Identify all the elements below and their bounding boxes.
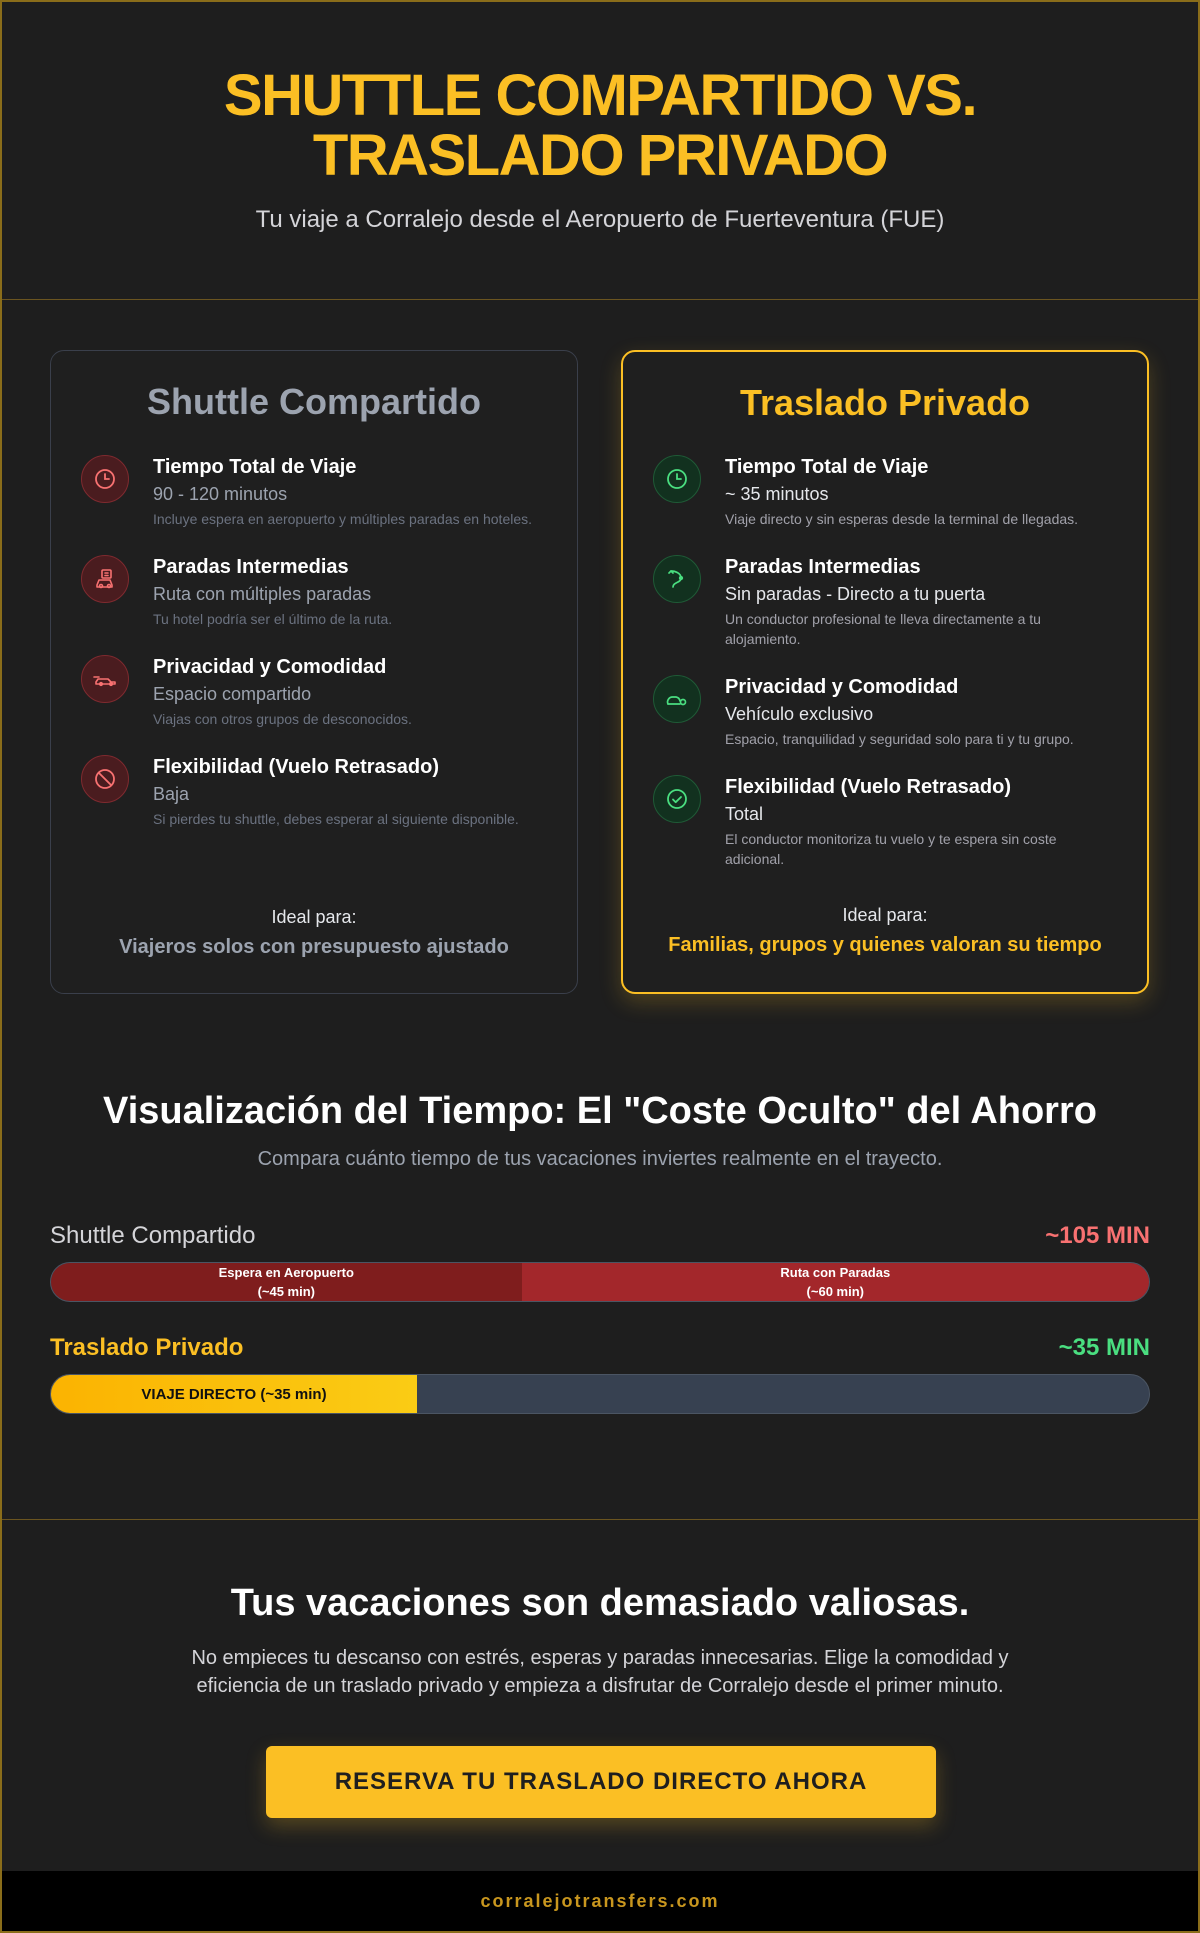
ideal-value: Familias, grupos y quienes valoran su tiempo [668, 934, 1102, 956]
feature-title: Paradas Intermedias [725, 556, 921, 578]
shuttle-feature-time [81, 455, 547, 529]
shuttle-feature-flexibility [81, 755, 547, 829]
segment-label: VIAJE DIRECTO (~35 min) [141, 1385, 327, 1403]
ideal-value: Viajeros solos con presupuesto ajustado [119, 936, 509, 958]
shuttle-card-title: Shuttle Compartido [147, 381, 481, 422]
feature-value: Espacio compartido [153, 684, 312, 704]
private-feature-flexibility [653, 775, 1117, 869]
feature-value: Total [725, 804, 764, 824]
feature-title: Tiempo Total de Viaje [725, 456, 929, 478]
page-title-line-1: SHUTTLE COMPARTIDO VS. [223, 63, 977, 128]
private-ideal-for [623, 905, 1147, 957]
shuttle-feature-stops [81, 555, 547, 629]
page-title-line-2: TRASLADO PRIVADO [312, 123, 888, 188]
segment-direct-trip [51, 1375, 417, 1413]
shuttle-card [50, 350, 578, 994]
page-title [2, 63, 1198, 188]
direct-route-icon [653, 555, 701, 603]
feature-title: Paradas Intermedias [153, 556, 349, 578]
feature-value: Vehículo exclusivo [725, 704, 874, 724]
feature-title: Flexibilidad (Vuelo Retrasado) [725, 776, 1011, 798]
time-viz-subtitle: Compara cuánto tiempo de tus vacaciones inviertes realmente en el trayecto. [257, 1148, 943, 1170]
private-time-total: ~35 MIN [1058, 1334, 1150, 1361]
ideal-label: Ideal para: [842, 905, 928, 925]
shuttle-time-row [50, 1222, 1150, 1302]
private-time-label: Traslado Privado [50, 1334, 244, 1361]
feature-title: Tiempo Total de Viaje [153, 456, 357, 478]
cta-title: Tus vacaciones son demasiado valiosas. [230, 1582, 970, 1624]
private-card [621, 350, 1149, 994]
feature-description: Viajas con otros grupos de desconocidos. [153, 711, 412, 727]
feature-description: Si pierdes tu shuttle, debes esperar al siguiente disponible. [153, 811, 519, 827]
time-visualization [2, 990, 1198, 1520]
page-subtitle: Tu viaje a Corralejo desde el Aeropuerto de Fuerteventura (FUE) [255, 206, 945, 233]
segment-airport-wait [51, 1263, 522, 1301]
segment-route-stops [522, 1263, 1149, 1301]
feature-value: Baja [153, 784, 190, 804]
private-feature-privacy [653, 675, 1117, 749]
reserve-button[interactable]: RESERVA TU TRASLADO DIRECTO AHORA [266, 1746, 936, 1818]
feature-value: Sin paradas - Directo a tu puerta [725, 584, 986, 604]
feature-description: Un conductor profesional te lleva directamente a tu alojamiento. [725, 611, 1041, 647]
private-car-icon [653, 675, 701, 723]
feature-description: Tu hotel podría ser el último de la ruta. [153, 611, 393, 627]
time-viz-title: Visualización del Tiempo: El "Coste Oculto" del Ahorro [103, 1090, 1097, 1132]
clock-icon [81, 455, 129, 503]
private-card-title: Traslado Privado [739, 382, 1031, 423]
segment-minutes: (~45 min) [257, 1284, 315, 1299]
check-circle-icon [653, 775, 701, 823]
clock-icon [653, 455, 701, 503]
hotel-stops-icon [81, 555, 129, 603]
feature-title: Flexibilidad (Vuelo Retrasado) [153, 756, 439, 778]
segment-minutes: (~60 min) [806, 1284, 864, 1299]
feature-description: Incluye espera en aeropuerto y múltiples paradas en hoteles. [153, 511, 533, 527]
feature-title: Privacidad y Comodidad [153, 656, 387, 678]
feature-title: Privacidad y Comodidad [725, 676, 959, 698]
shuttle-ideal-for [51, 907, 577, 959]
private-time-row [50, 1334, 1150, 1414]
feature-description: El conductor monitoriza tu vuelo y te espera sin coste adicional. [725, 831, 1057, 867]
shuttle-feature-privacy [81, 655, 547, 729]
ideal-label: Ideal para: [271, 907, 357, 927]
feature-value: Ruta con múltiples paradas [153, 584, 372, 604]
ban-icon [81, 755, 129, 803]
feature-description: Espacio, tranquilidad y seguridad solo para ti y tu grupo. [725, 731, 1074, 747]
header [2, 2, 1198, 300]
private-feature-stops [653, 555, 1117, 649]
feature-value: ~ 35 minutos [725, 484, 829, 504]
shuttle-time-label: Shuttle Compartido [50, 1222, 256, 1249]
shuttle-time-bar [50, 1262, 1150, 1302]
cta-text: No empieces tu descanso con estrés, esperas y paradas innecesarias. Elige la comodidad y eficiencia de un traslado privado y empieza a disfrutar de Corralejo desde el primer minuto. [191, 1647, 1009, 1697]
segment-label: Espera en Aeropuerto [218, 1265, 354, 1280]
comparison-cards [2, 300, 1198, 990]
segment-label: Ruta con Paradas [780, 1265, 891, 1280]
feature-description: Viaje directo y sin esperas desde la terminal de llegadas. [725, 511, 1079, 527]
private-feature-time [653, 455, 1117, 529]
private-time-bar [50, 1374, 1150, 1414]
shuttle-time-total: ~105 MIN [1045, 1222, 1150, 1249]
call-to-action [2, 1520, 1198, 1882]
shared-vehicle-icon [81, 655, 129, 703]
footer [2, 1871, 1198, 1931]
footer-site-link[interactable]: corralejotransfers.com [480, 1890, 720, 1911]
feature-value: 90 - 120 minutos [153, 484, 288, 504]
